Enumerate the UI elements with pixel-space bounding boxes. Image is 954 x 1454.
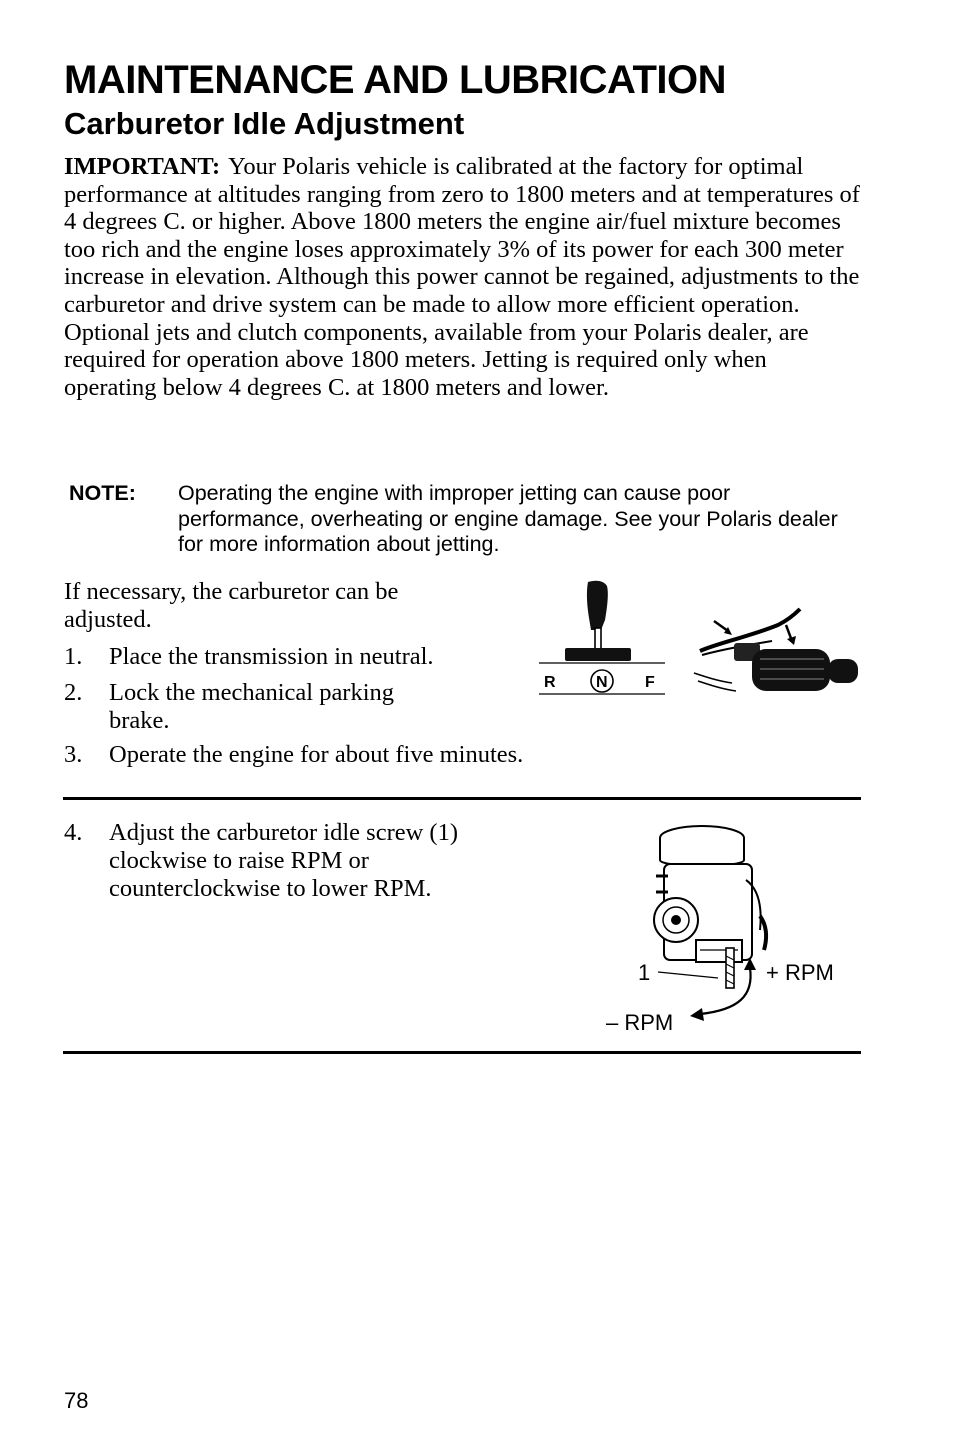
important-paragraph: [64, 153, 864, 401]
divider-top: [63, 797, 861, 800]
step-text: Lock the mechanical parking brake.: [109, 679, 395, 734]
shift-gate-icon: [565, 648, 631, 661]
note-text: Operating the engine with improper jetting can cause poor performance, overheating or engine damage. See your Polaris dealer for more information about jetting.: [178, 481, 838, 556]
step-text: Place the transmission in neutral.: [109, 643, 434, 670]
carburetor-illustration: [600, 820, 860, 1045]
callout-number: 1: [638, 960, 651, 985]
step-number: 2.: [64, 679, 83, 706]
gear-label-reverse: R: [544, 674, 556, 691]
important-text: Your Polaris vehicle is calibrated at the factory for optimal performance at altitudes ranging from zero to 1800 meters and at temperatures of 4 degrees C. or higher. Above 1800 meters the engine air/fuel mixture becomes too rich and the engine loses approximately 3% of its power for each 300 meter increase in elevation. Although this power cannot be regained, adjustments to the carburetor and drive system can be made to allow more efficient operation. Optional jets and clutch components, available from your Polaris dealer, are required for operation above 1800 meters. Jetting is required only when operating below 4 degrees C. at 1800 meters and lower.: [64, 153, 860, 401]
minus-rpm-label: – RPM: [606, 1010, 674, 1035]
plus-rpm-label: + RPM: [766, 960, 834, 985]
important-label: IMPORTANT:: [64, 153, 221, 180]
handlebar-grip-icon: [752, 649, 830, 691]
step-text: Adjust the carburetor idle screw (1) clockwise to raise RPM or counterclockwise to lower RPM.: [109, 819, 458, 902]
step-1: [64, 643, 494, 671]
step-text: Operate the engine for about five minutes.: [109, 741, 524, 768]
section-title: MAINTENANCE AND LUBRICATION: [64, 58, 727, 102]
shifter-illustration: [535, 578, 670, 698]
callout-leader-line: [658, 972, 718, 978]
gear-label-neutral: N: [596, 674, 608, 691]
shift-knob-icon: [587, 581, 608, 630]
gear-label-forward: F: [645, 674, 655, 691]
note-label: NOTE:: [69, 481, 136, 505]
parking-brake-illustration: [688, 603, 863, 698]
arrow-down-icon: [714, 621, 728, 631]
step-2: [64, 679, 484, 735]
page-number: 78: [64, 1388, 89, 1413]
step-number: 4.: [64, 819, 83, 846]
step-3: [64, 741, 624, 769]
step-number: 1.: [64, 643, 83, 670]
subsection-title: Carburetor Idle Adjustment: [64, 106, 465, 141]
procedure-intro: If necessary, the carburetor can be adjusted.: [64, 578, 399, 633]
step-number: 3.: [64, 741, 83, 768]
divider-bottom: [63, 1051, 861, 1054]
step-4: [64, 819, 524, 903]
